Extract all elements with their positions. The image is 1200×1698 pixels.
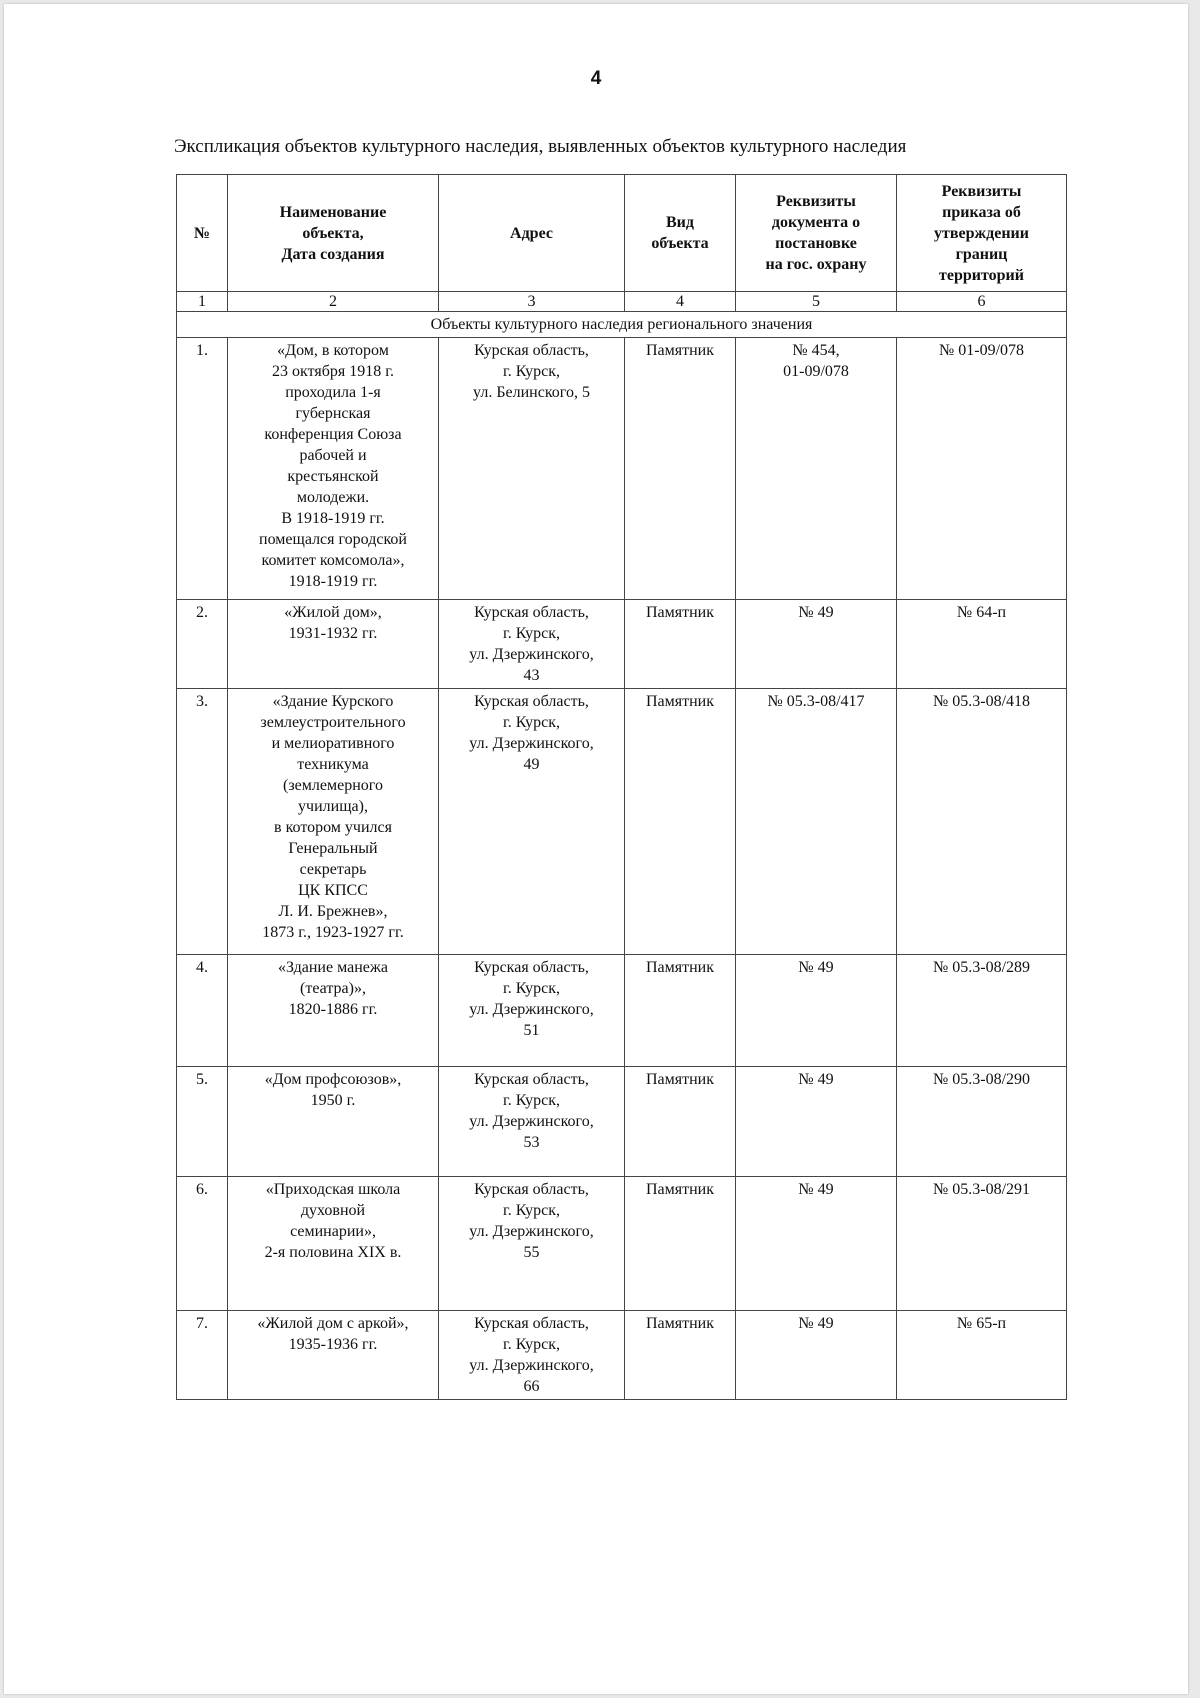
object-name: «Приходская школа духовной семинарии», 2-я половина XIX в.	[228, 1177, 439, 1311]
protection-doc: № 49	[736, 1067, 897, 1177]
table-row	[177, 1177, 1067, 1311]
section-row	[177, 312, 1067, 338]
protection-doc: № 49	[736, 955, 897, 1067]
column-numbers-row	[177, 292, 1067, 312]
table-row	[177, 689, 1067, 955]
object-address: Курская область, г. Курск, ул. Дзержинского, 53	[439, 1067, 625, 1177]
section-title: Объекты культурного наследия регионального значения	[177, 312, 1067, 338]
object-type: Памятник	[625, 955, 736, 1067]
object-type: Памятник	[625, 1067, 736, 1177]
object-address: Курская область, г. Курск, ул. Дзержинского, 66	[439, 1311, 625, 1400]
table-row	[177, 600, 1067, 689]
object-name: «Здание Курского землеустроительного и мелиоративного техникума (землемерного училища), в котором учился Генеральный секретарь ЦК КПСС Л. И. Брежнев», 1873 г., 1923-1927 гг.	[228, 689, 439, 955]
object-address: Курская область, г. Курск, ул. Дзержинского, 51	[439, 955, 625, 1067]
header-address: Адрес	[439, 175, 625, 292]
row-number: 3.	[177, 689, 228, 955]
row-number: 6.	[177, 1177, 228, 1311]
object-type: Памятник	[625, 338, 736, 600]
column-number: 6	[897, 292, 1067, 312]
table-row	[177, 955, 1067, 1067]
object-address: Курская область, г. Курск, ул. Дзержинского, 43	[439, 600, 625, 689]
column-number: 4	[625, 292, 736, 312]
table-row	[177, 1067, 1067, 1177]
table-header-row	[177, 175, 1067, 292]
row-number: 2.	[177, 600, 228, 689]
boundary-order: № 64-п	[897, 600, 1067, 689]
header-name: Наименование объекта, Дата создания	[228, 175, 439, 292]
object-type: Памятник	[625, 1311, 736, 1400]
protection-doc: № 49	[736, 600, 897, 689]
header-number: №	[177, 175, 228, 292]
boundary-order: № 05.3-08/290	[897, 1067, 1067, 1177]
object-address: Курская область, г. Курск, ул. Дзержинского, 49	[439, 689, 625, 955]
header-boundary-order: Реквизиты приказа об утверждении границ территорий	[897, 175, 1067, 292]
column-number: 2	[228, 292, 439, 312]
object-address: Курская область, г. Курск, ул. Белинского, 5	[439, 338, 625, 600]
object-type: Памятник	[625, 600, 736, 689]
object-name: «Дом, в котором 23 октября 1918 г. проходила 1-я губернская конференция Союза рабочей и крестьянской молодежи. В 1918-1919 гг. помещался городской комитет комсомола», 1918-1919 гг.	[228, 338, 439, 600]
object-name: «Жилой дом с аркой», 1935-1936 гг.	[228, 1311, 439, 1400]
protection-doc: № 49	[736, 1177, 897, 1311]
object-name: «Дом профсоюзов», 1950 г.	[228, 1067, 439, 1177]
table-row	[177, 338, 1067, 600]
row-number: 1.	[177, 338, 228, 600]
row-number: 5.	[177, 1067, 228, 1177]
boundary-order: № 05.3-08/291	[897, 1177, 1067, 1311]
column-number: 5	[736, 292, 897, 312]
boundary-order: № 65-п	[897, 1311, 1067, 1400]
page-number: 4	[590, 68, 602, 89]
protection-doc: № 454, 01-09/078	[736, 338, 897, 600]
boundary-order: № 01-09/078	[897, 338, 1067, 600]
document-page	[4, 4, 1188, 1694]
object-name: «Жилой дом», 1931-1932 гг.	[228, 600, 439, 689]
header-protection-doc: Реквизиты документа о постановке на гос. охрану	[736, 175, 897, 292]
object-type: Памятник	[625, 689, 736, 955]
protection-doc: № 49	[736, 1311, 897, 1400]
object-address: Курская область, г. Курск, ул. Дзержинского, 55	[439, 1177, 625, 1311]
row-number: 7.	[177, 1311, 228, 1400]
boundary-order: № 05.3-08/289	[897, 955, 1067, 1067]
protection-doc: № 05.3-08/417	[736, 689, 897, 955]
document-title: Экспликация объектов культурного наследия, выявленных объектов культурного наследия	[174, 136, 907, 157]
boundary-order: № 05.3-08/418	[897, 689, 1067, 955]
column-number: 1	[177, 292, 228, 312]
object-name: «Здание манежа (театра)», 1820-1886 гг.	[228, 955, 439, 1067]
table-row	[177, 1311, 1067, 1400]
column-number: 3	[439, 292, 625, 312]
object-type: Памятник	[625, 1177, 736, 1311]
header-type: Вид объекта	[625, 175, 736, 292]
row-number: 4.	[177, 955, 228, 1067]
explication-table	[176, 174, 1067, 1400]
